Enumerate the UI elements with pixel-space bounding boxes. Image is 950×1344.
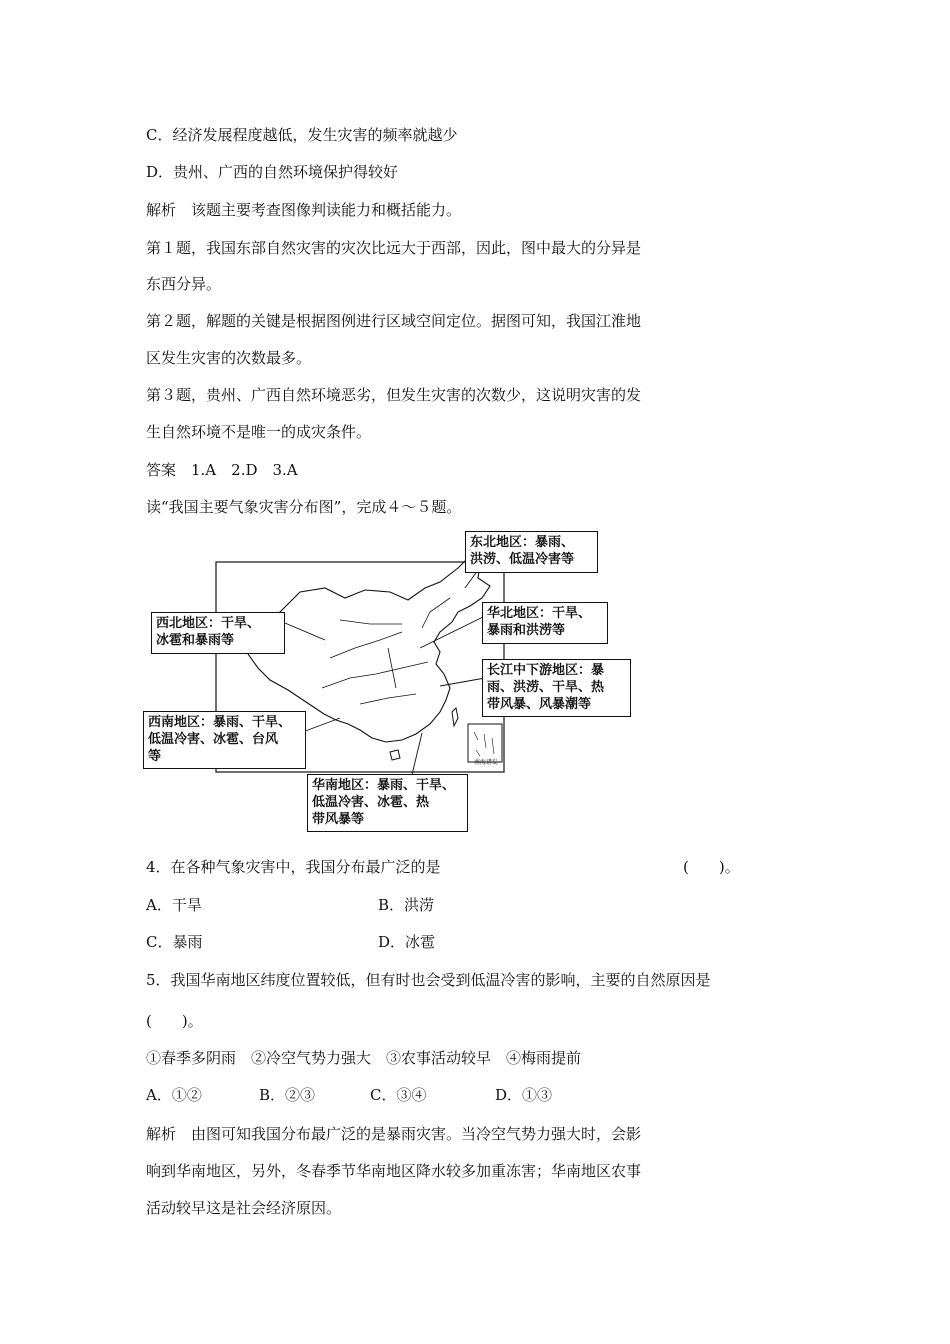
hainan-island xyxy=(390,750,400,760)
label-north: 华北地区：干旱、 暴雨和洪涝等 xyxy=(482,602,608,644)
q5-items: ①春季多阴雨 ②冷空气势力强大 ③农事活动较早 ④梅雨提前 xyxy=(146,1049,582,1067)
leader-southwest xyxy=(300,718,340,733)
line-q3-explanation-cont: 生自然环境不是唯一的成灾条件。 xyxy=(146,423,372,441)
inset-label: 南海诸岛 xyxy=(474,759,499,766)
label-northeast: 东北地区：暴雨、 洪涝、低温冷害等 xyxy=(465,531,598,573)
q4-option-d: D．冰雹 xyxy=(378,933,436,951)
q5-option-b: B．②③ xyxy=(259,1086,316,1104)
line-analysis-intro: 解析 该题主要考查图像判读能力和概括能力。 xyxy=(146,201,462,219)
inset-islands xyxy=(474,732,494,756)
line-answer: 答案 1.A 2.D 3.A xyxy=(146,461,298,479)
analysis-line-1: 解析 由图可知我国分布最广泛的是暴雨灾害。当冷空气势力强大时，会影 xyxy=(146,1125,642,1143)
q5-stem: 5．我国华南地区纬度位置较低，但有时也会受到低温冷害的影响，主要的自然原因是 xyxy=(146,971,711,989)
q5-option-d: D．①③ xyxy=(495,1086,553,1104)
leader-northwest xyxy=(285,623,325,640)
taiwan-island xyxy=(452,708,458,726)
q4-blank: ( )。 xyxy=(683,858,740,876)
line-q1-explanation: 第１题，我国东部自然灾害的灾次比远大于西部，因此，图中最大的分异是 xyxy=(146,239,642,257)
q4-stem: 4．在各种气象灾害中，我国分布最广泛的是 xyxy=(146,858,441,876)
q4-option-b: B．洪涝 xyxy=(378,896,435,914)
line-option-c: C．经济发展程度越低，发生灾害的频率就越少 xyxy=(146,126,458,144)
q5-blank: ( )。 xyxy=(146,1012,203,1030)
analysis-line-2: 响到华南地区，另外，冬春季节华南地区降水较多加重冻害；华南地区农事 xyxy=(146,1162,642,1180)
line-q2-explanation: 第２题，解题的关键是根据图例进行区域空间定位。据图可知，我国江淮地 xyxy=(146,312,642,330)
label-south: 华南地区：暴雨、干旱、 低温冷害、冰雹、热 带风暴等 xyxy=(307,774,468,832)
province-lines xyxy=(322,598,450,704)
line-read-map: 读“我国主要气象灾害分布图”，完成４～５题。 xyxy=(146,498,462,516)
q5-option-c: C．③④ xyxy=(370,1086,427,1104)
analysis-line-3: 活动较早这是社会经济原因。 xyxy=(146,1199,342,1217)
label-southwest: 西南地区：暴雨、干旱、 低温冷害、冰雹、台风 等 xyxy=(143,711,306,769)
q5-option-a: A．①② xyxy=(146,1086,202,1104)
line-q2-explanation-cont: 区发生灾害的次数最多。 xyxy=(146,349,312,367)
q4-option-a: A．干旱 xyxy=(146,896,202,914)
label-northwest: 西北地区：干旱、 冰雹和暴雨等 xyxy=(151,612,285,654)
line-option-d: D．贵州、广西的自然环境保护得较好 xyxy=(146,163,399,181)
label-yangtze: 长江中下游地区：暴 雨、洪涝、干旱、热 带风暴、风暴潮等 xyxy=(482,659,631,717)
q4-option-c: C．暴雨 xyxy=(146,933,203,951)
line-q1-explanation-cont: 东西分异。 xyxy=(146,275,222,293)
line-q3-explanation: 第３题，贵州、广西自然环境恶劣，但发生灾害的次数少，这说明灾害的发 xyxy=(146,386,642,404)
